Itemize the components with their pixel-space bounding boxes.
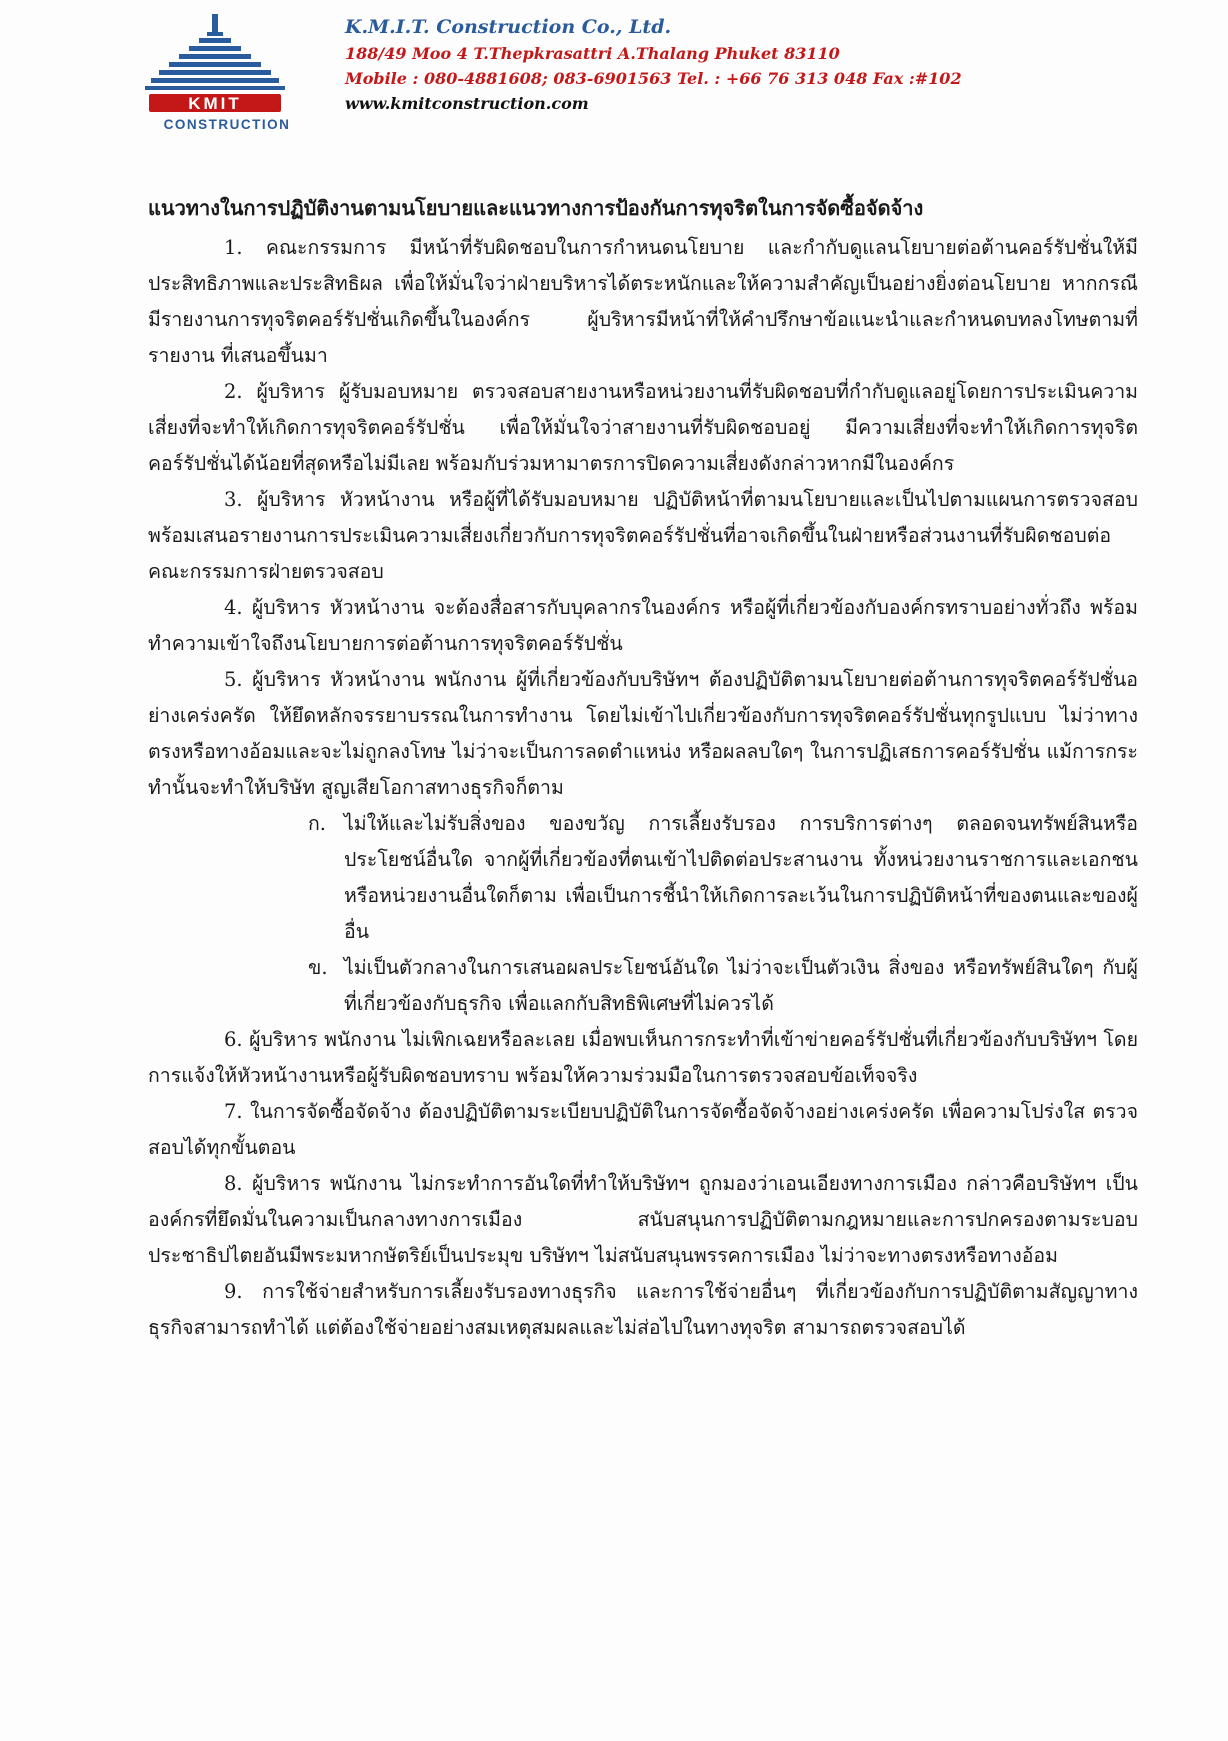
subitem-text: ไม่ให้และไม่รับสิ่งของ ของขวัญ การเลี้ยงรับรอง การบริการต่างๆ ตลอดจนทรัพย์สินหรือประโยชน์อื่นใด จากผู้ที่เกี่ยวข้องที่ตนเข้าไปติดต่อประสานงาน ทั้งหน่วยงานราชการและเอกชน หรือหน่วยงานอื่นใดก็ตาม เพื่อเป็นการชี้นำให้เกิดการละเว้นในการปฏิบัติหน้าที่ของตนและของผู้อื่น [344, 812, 1138, 943]
subitem-marker: ข. [308, 956, 328, 979]
letterhead [145, 10, 1105, 140]
company-info [345, 16, 1105, 113]
subitem-marker: ก. [308, 812, 327, 835]
policy-subitem-b [308, 950, 1138, 1022]
company-logo [145, 10, 330, 140]
subitem-text: ไม่เป็นตัวกลางในการเสนอผลประโยชน์อันใด ไม่ว่าจะเป็นตัวเงิน สิ่งของ หรือทรัพย์สินใดๆ กับผู้ที่เกี่ยวข้องกับธุรกิจ เพื่อแลกกับสิทธิพิเศษที่ไม่ควรได้ [344, 956, 1138, 1015]
policy-item-2: 2. ผู้บริหาร ผู้รับมอบหมาย ตรวจสอบสายงานหรือหน่วยงานที่รับผิดชอบที่กำกับดูแลอยู่โดยการประเมินความเสี่ยงที่จะทำให้เกิดการทุจริตคอร์รัปชั่น เพื่อให้มั่นใจว่าสายงานที่รับผิดชอบอยู่ มีความเสี่ยงที่จะทำให้เกิดการทุจริตคอร์รัปชั่นได้น้อยที่สุดหรือไม่มีเลย พร้อมกับร่วมหามาตรการปิดความเสี่ยงดังกล่าวหากมีในองค์กร [148, 380, 1138, 475]
company-website: www.kmitconstruction.com [345, 94, 589, 113]
company-name: K.M.I.T. Construction Co., Ltd. [345, 16, 672, 38]
policy-subitem-a [308, 806, 1138, 950]
policy-item-4: 4. ผู้บริหาร หัวหน้างาน จะต้องสื่อสารกับบุคลากรในองค์กร หรือผู้ที่เกี่ยวข้องกับองค์กรทราบอย่างทั่วถึง พร้อมทำความเข้าใจถึงนโยบายการต่อต้านการทุจริตคอร์รัปชั่น [148, 596, 1138, 655]
policy-item-1: 1. คณะกรรมการ มีหน้าที่รับผิดชอบในการกำหนดนโยบาย และกำกับดูแลนโยบายต่อต้านคอร์รัปชั่นให้มีประสิทธิภาพและประสิทธิผล เพื่อให้มั่นใจว่าฝ่ายบริหารได้ตระหนักและให้ความสำคัญเป็นอย่างยิ่งต่อนโยบาย หากกรณีมีรายงานการทุจริตคอร์รัปชั่นเกิดขึ้นในองค์กร ผู้บริหารมีหน้าที่ให้คำปรึกษาข้อแนะนำและกำหนดบทลงโทษตามที่รายงาน ที่เสนอขึ้นมา [148, 236, 1138, 367]
company-address: 188/49 Moo 4 T.Thepkrasattri A.Thalang Phuket 83110 [345, 44, 840, 63]
policy-item-6: 6. ผู้บริหาร พนักงาน ไม่เพิกเฉยหรือละเลย เมื่อพบเห็นการกระทำที่เข้าข่ายคอร์รัปชั่นที่เกี่ยวข้องกับบริษัทฯ โดยการแจ้งให้หัวหน้างานหรือผู้รับผิดชอบทราบ พร้อมให้ความร่วมมือในการตรวจสอบข้อเท็จจริง [148, 1028, 1138, 1087]
policy-item-8: 8. ผู้บริหาร พนักงาน ไม่กระทำการอันใดที่ทำให้บริษัทฯ ถูกมองว่าเอนเอียงทางการเมือง กล่าวคือบริษัทฯ เป็นองค์กรที่ยึดมั่นในความเป็นกลางทางการเมือง สนับสนุนการปฏิบัติตามกฎหมายและการปกครองตามระบอบประชาธิปไตยอันมีพระมหากษัตริย์เป็นประมุข บริษัทฯ ไม่สนับสนุนพรรคการเมือง ไม่ว่าจะทางตรงหรือทางอ้อม [148, 1172, 1138, 1267]
policy-item-3: 3. ผู้บริหาร หัวหน้างาน หรือผู้ที่ได้รับมอบหมาย ปฏิบัติหน้าที่ตามนโยบายและเป็นไปตามแผนการตรวจสอบ พร้อมเสนอรายงานการประเมินความเสี่ยงเกี่ยวกับการทุจริตคอร์รัปชั่นที่อาจเกิดขึ้นในฝ่ายหรือส่วนงานที่รับผิดชอบต่อคณะกรรมการฝ่ายตรวจสอบ [148, 488, 1138, 583]
policy-item-7: 7. ในการจัดซื้อจัดจ้าง ต้องปฏิบัติตามระเบียบปฏิบัติในการจัดซื้อจัดจ้างอย่างเคร่งครัด เพื่อความโปร่งใส ตรวจสอบได้ทุกขั้นตอน [148, 1100, 1138, 1159]
document-body [148, 190, 1138, 1346]
document-heading: แนวทางในการปฏิบัติงานตามนโยบายและแนวทางการป้องกันการทุจริตในการจัดซื้อจัดจ้าง [148, 196, 924, 220]
policy-item-5: 5. ผู้บริหาร หัวหน้างาน พนักงาน ผู้ที่เกี่ยวข้องกับบริษัทฯ ต้องปฏิบัติตามนโยบายต่อต้านการทุจริตคอร์รัปชั่นอย่างเคร่งครัด ให้ยึดหลักจรรยาบรรณในการทำงาน โดยไม่เข้าไปเกี่ยวข้องกับการทุจริตคอร์รัปชั่นทุกรูปแบบ ไม่ว่าทางตรงหรือทางอ้อมและจะไม่ถูกลงโทษ ไม่ว่าจะเป็นการลดตำแหน่ง หรือผลลบใดๆ ในการปฏิเสธการคอร์รัปชั่น แม้การกระทำนั้นจะทำให้บริษัท สูญเสียโอกาสทางธุรกิจก็ตาม [148, 668, 1138, 799]
company-contact: Mobile : 080-4881608; 083-6901563 Tel. : +66 76 313 048 Fax :#102 [345, 69, 962, 88]
logo-text: KMIT [188, 94, 242, 113]
policy-item-9: 9. การใช้จ่ายสำหรับการเลี้ยงรับรองทางธุรกิจ และการใช้จ่ายอื่นๆ ที่เกี่ยวข้องกับการปฏิบัติตามสัญญาทางธุรกิจสามารถทำได้ แต่ต้องใช้จ่ายอย่างสมเหตุสมผลและไม่ส่อไปในทางทุจริต สามารถตรวจสอบได้ [148, 1280, 1138, 1339]
logo-subtitle: CONSTRUCTION [163, 117, 291, 132]
logo-tower-icon [151, 14, 279, 83]
